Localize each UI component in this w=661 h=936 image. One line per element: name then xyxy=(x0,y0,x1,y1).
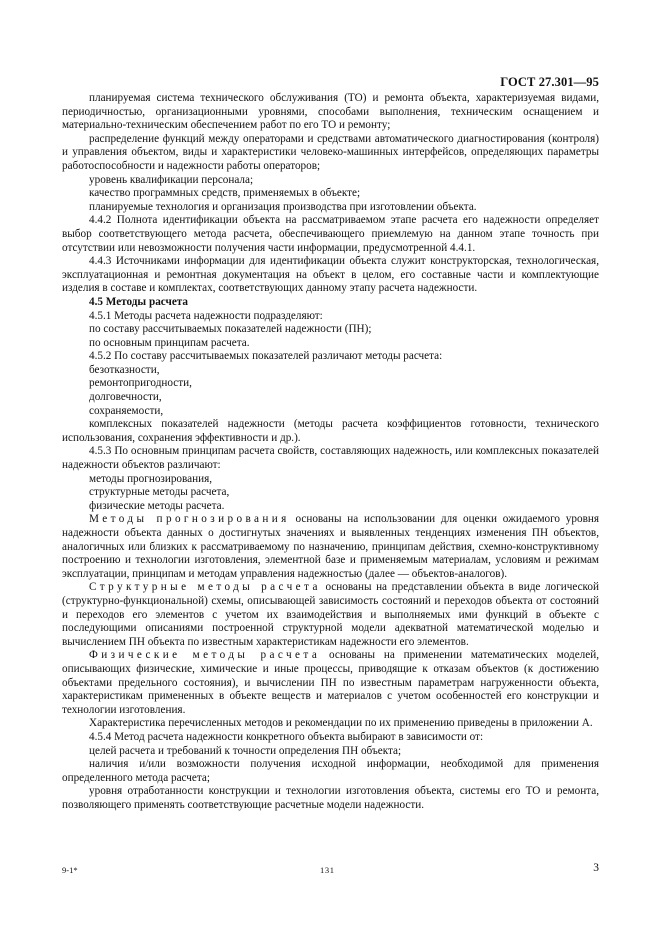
footer-print-mark: 9-1* xyxy=(62,865,78,875)
document-body xyxy=(62,92,599,812)
list-item: методы прогнозирования, xyxy=(89,472,213,485)
paragraph-4-5-1: 4.5.1 Методы расчета надежности подразделяют: xyxy=(89,309,323,322)
paragraph-4-4-3: 4.4.3 Источниками информации для идентификации объекта служит конструкторская, технологическая, эксплуатационная и ремонтная документация на объект в целом, его составные части и комплектующие изделия в составе и комплектах, соответствующих данному этапу расчета надежности. xyxy=(62,255,599,295)
paragraph-4-5-4: 4.5.4 Метод расчета надежности конкретного объекта выбирают в зависимости от: xyxy=(89,730,484,743)
list-item: сохраняемости, xyxy=(89,404,164,417)
paragraph-4-4-2: 4.4.2 Полнота идентификации объекта на рассматриваемом этапе расчета его надежности определяет выбор соответствующего метода расчета, обеспечивающего приемлемую на данном этапе точность при отсутствии или невозможности получения части информации, предусмотренной 4.4.1. xyxy=(62,214,599,254)
section-title-4-5: 4.5 Методы расчета xyxy=(89,295,189,308)
page-footer xyxy=(62,864,599,880)
paragraph-4-5-2: 4.5.2 По составу рассчитываемых показателей различают методы расчета: xyxy=(89,350,443,363)
spaced-term-forecasting: Методы прогнозирования xyxy=(89,513,290,526)
paragraph: распределение функций между операторами и средствами автоматического диагностирования (контроля) и управления объектом, виды и характеристики человеко-машинных интерфейсов, определяющих параметры работоспособности и надежности работы операторов; xyxy=(62,132,599,172)
list-item: по основным принципам расчета. xyxy=(89,336,250,349)
paragraph: уровень квалификации персонала; xyxy=(89,173,254,186)
paragraph: планируемая система технического обслуживания (ТО) и ремонта объекта, характеризуемая видами, периодичностью, организационными уровнями, способами выполнения, техническим оснащением и материально-техническим обеспечением работ по его ТО и ремонту; xyxy=(62,92,599,132)
list-item: уровня отработанности конструкции и технологии изготовления объекта, системы его ТО и ремонта, позволяющего применять соответствующие расчетные модели надежности. xyxy=(62,785,599,811)
paragraph-appendix-ref: Характеристика перечисленных методов и рекомендации по их применению приведены в приложении А. xyxy=(89,717,593,730)
list-item: структурные методы расчета, xyxy=(89,486,230,499)
list-item: комплексных показателей надежности (методы расчета коэффициентов готовности, технического использования, сохранения эффективности и др.). xyxy=(62,418,599,444)
list-item: по составу рассчитываемых показателей надежности (ПН); xyxy=(89,323,372,336)
page-number: 3 xyxy=(593,862,599,874)
list-item: долговечности, xyxy=(89,391,162,404)
paragraph-text: основаны на применении математических моделей, описывающих физические, химические и иные процессы, приводящие к отказам объектов (к достижению объектами предельного состояния), и вычислении ПН по известным параметрам нагруженности объекта, характеристикам примененных в объекте веществ и материалов с учетом особенностей его конструкции и технологии изготовления. xyxy=(62,649,600,716)
paragraph-structural-methods xyxy=(62,581,599,649)
paragraph: качество программных средств, применяемых в объекте; xyxy=(89,187,361,200)
paragraph-physical-methods xyxy=(62,649,599,717)
spaced-term-structural: Структурные методы расчета xyxy=(89,581,321,594)
paragraph-4-5-3: 4.5.3 По основным принципам расчета свойств, составляющих надежность, или комплексных показателей надежности объектов различают: xyxy=(62,445,599,472)
paragraph: планируемые технология и организация производства при изготовлении объекта. xyxy=(89,200,477,213)
spaced-term-physical: Физические методы расчета xyxy=(89,649,321,662)
paragraph-text: основаны на использовании для оценки ожидаемого уровня надежности объекта данных о достигнутых значениях и выявленных тенденциях изменения ПН объектов, аналогичных или близких к рассматриваемому по назначению, принципам действия, схемно-конструктивному построению и технологии изготовления, элементной базе и применяемым материалам, условиям и режимам эксплуатации, принципам и методам управления надежностью (далее — объектов-аналогов). xyxy=(62,513,599,580)
list-item: ремонтопригодности, xyxy=(89,377,192,390)
paragraph-text: основаны на представлении объекта в виде логической (структурно-функциональной) схемы, описывающей зависимость состояний и переходов объекта от состояний и переходов его элементов с учетом их взаимодействия и выполняемых ими функций в объекте с последующими описаниями построенной структурной модели адекватной математической моделью и вычислением ПН объекта по известным характеристикам надежности его элементов. xyxy=(62,581,600,648)
list-item: физические методы расчета. xyxy=(89,499,225,512)
footer-sheet-number: 131 xyxy=(320,865,335,875)
list-item: наличия и/или возможности получения исходной информации, необходимой для применения определенного метода расчета; xyxy=(62,758,599,784)
page-header-doc-id: ГОСТ 27.301—95 xyxy=(500,75,599,89)
list-item: безотказности, xyxy=(89,363,160,376)
list-item: целей расчета и требований к точности определения ПН объекта; xyxy=(89,744,402,757)
paragraph-forecasting-methods xyxy=(62,513,599,581)
